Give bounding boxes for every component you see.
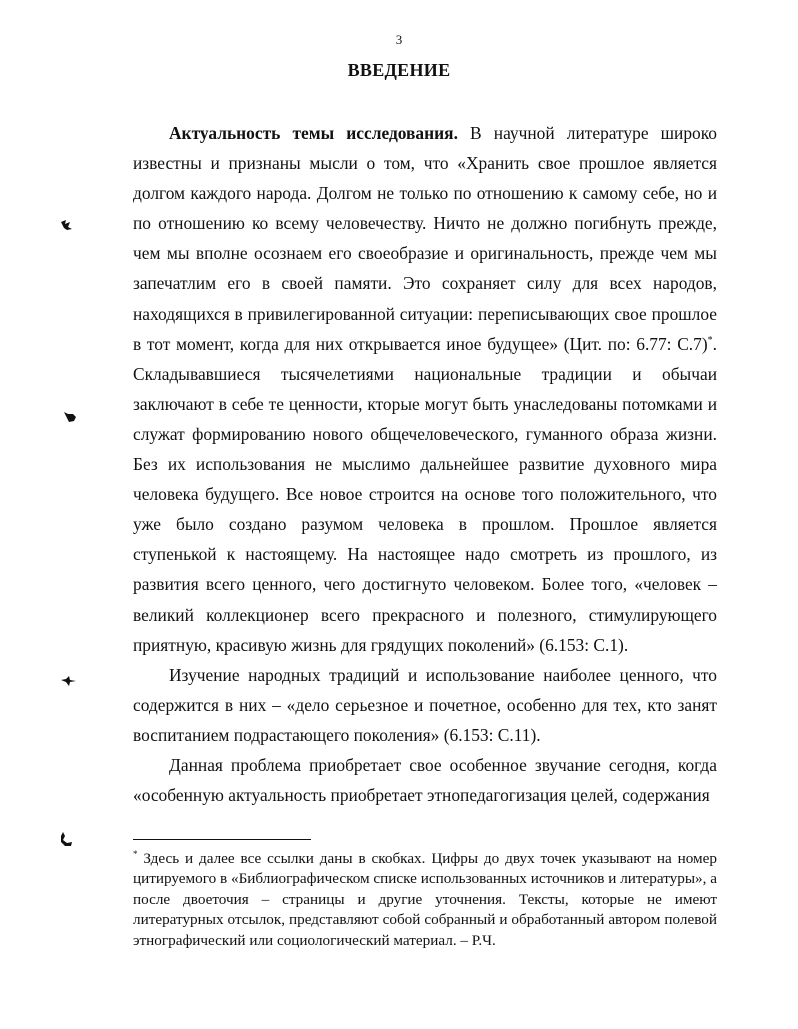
- paragraph-relevance: [133, 118, 717, 660]
- paragraph-text: В научной литературе широко известны и признаны мысли о том, что «Хранить свое прошлое является долгом каждого народа. Долгом не только по отношению к самому себе, но и по отношению ко всему человечеству. Ничто не должно погибнуть прежде, чем мы вполне осознаем его своеобразие и оригинальность, прежде чем мы запечатлим его в своей памяти. Это сохраняет силу для всех народов, находящихся в привилегированной ситуации: переписывающих свое прошлое в тот момент, когда для них открывается иное будущее» (Цит. по: 6.77: С.7): [133, 123, 718, 354]
- paragraph-text-continued: . Складывавшиеся тысячелетиями национальные традиции и обычаи заключают в себе те ценности, кторые могут быть унаследованы потомками и служат формированию нового общечеловеческого, гуманного образа жизни. Без их использования не мыслимо дальнейшее развитие духовного мира человека будущего. Все новое строится на основе того положительного, что уже было создано разумом человека в прошлом. Прошлое является ступенькой к настоящему. На настоящее надо смотреть из прошлого, из развития всего ценного, чего достигнуто человеком. Более того, «человек – великий коллекционер всего прекрасного и полезного, стимулирующего приятную, красивую жизнь для грядущих поколений» (6.153: С.1).: [133, 333, 717, 655]
- body-text: [133, 118, 717, 810]
- footnote-marker: *: [133, 848, 138, 859]
- section-heading: ВВЕДЕНИЕ: [347, 60, 451, 80]
- paragraph-lead: Актуальность темы исследования.: [169, 123, 458, 143]
- scan-mark-icon: [62, 408, 80, 426]
- paragraph-traditions: Изучение народных традиций и использование наиболее ценного, что содержится в них – «дело серьезное и почетное, особенно для тех, кто занят воспитанием подрастающего поколения» (6.153: С.11).: [133, 664, 717, 745]
- scan-mark-icon: [58, 216, 76, 234]
- footnote-divider: [133, 839, 311, 840]
- scan-mark-icon: [58, 830, 76, 848]
- footnote: [133, 849, 717, 951]
- page-number: 3: [395, 32, 403, 47]
- scan-mark-icon: [60, 672, 78, 690]
- paragraph-problem: Данная проблема приобретает свое особенное звучание сегодня, когда «особенную актуальность приобретает этнопедагогизация целей, содержания: [133, 754, 717, 806]
- footnote-text: Здесь и далее все ссылки даны в скобках. Цифры до двух точек указывают на номер цитируемого в «Библиографическом списке использованных источников и литературы», а после двоеточия – страницы и другие уточнения. Тексты, которые не имеют литературных отсылок, представляют собой собранный и обработанный автором полевой этнографический или социологический материал. – Р.Ч.: [133, 850, 717, 949]
- footnote-reference: *: [707, 334, 713, 346]
